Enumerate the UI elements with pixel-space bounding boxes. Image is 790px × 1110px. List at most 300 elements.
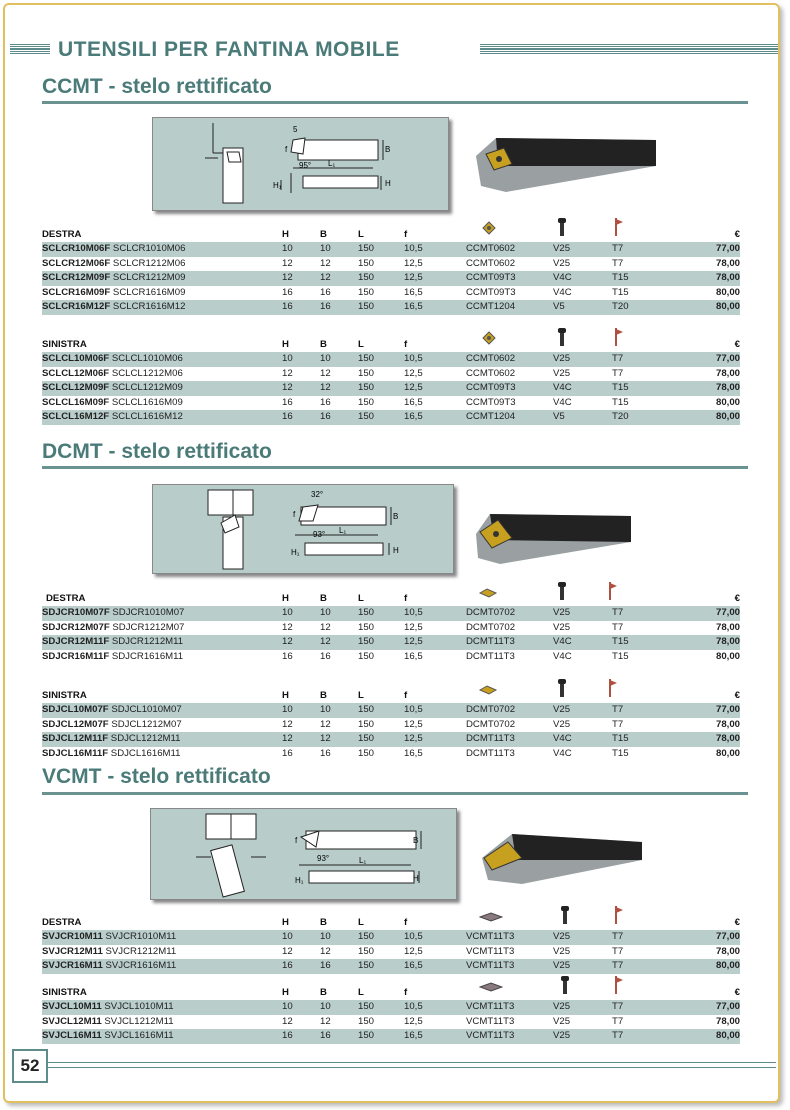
iso-reference: SCLCR1212M09 xyxy=(112,272,186,283)
table-ccmt-destra xyxy=(42,222,740,315)
cell-screw: V4C xyxy=(553,382,572,393)
cell-code xyxy=(42,636,183,647)
key-icon xyxy=(614,218,624,239)
insert-icon xyxy=(479,685,497,698)
col-b: B xyxy=(320,987,327,998)
cell-code xyxy=(42,622,184,633)
cell-code xyxy=(42,748,180,759)
screw-icon xyxy=(560,976,570,997)
cell-screw: V25 xyxy=(553,1001,571,1012)
cell-insert: DCMT11T3 xyxy=(466,650,515,662)
cell-b: 10 xyxy=(320,931,331,942)
drawing-angle-top: 5 xyxy=(293,125,298,134)
screw-icon xyxy=(557,328,567,349)
table-row xyxy=(42,1015,740,1030)
cell-code xyxy=(42,1016,174,1027)
cell-price: 80,00 xyxy=(715,747,740,759)
cell-l: 150 xyxy=(358,1001,375,1012)
cell-code xyxy=(42,258,185,269)
cell-h: 12 xyxy=(282,272,293,283)
cell-insert: VCMT11T3 xyxy=(466,1015,515,1027)
cell-b: 10 xyxy=(320,243,331,254)
cell-price: 80,00 xyxy=(715,396,740,408)
cell-price: 78,00 xyxy=(715,272,740,283)
table-row xyxy=(42,300,740,315)
cell-code xyxy=(42,960,176,971)
cell-l: 150 xyxy=(358,960,375,971)
cell-price: 77,00 xyxy=(715,1001,740,1012)
col-f: f xyxy=(404,593,408,604)
cell-l: 150 xyxy=(358,411,375,422)
insert-icon xyxy=(479,982,503,995)
cell-l: 150 xyxy=(358,1015,375,1027)
cell-l: 150 xyxy=(358,650,375,662)
cell-l: 150 xyxy=(358,286,375,298)
table-row xyxy=(42,396,740,411)
cell-l: 150 xyxy=(358,718,375,730)
table-row xyxy=(42,381,740,396)
cell-code xyxy=(42,411,183,422)
cell-price: 78,00 xyxy=(715,621,740,633)
product-code: SDJCR12M11F xyxy=(42,636,110,647)
cell-price: 78,00 xyxy=(715,382,740,393)
cell-key: T15 xyxy=(612,650,629,662)
col-price: € xyxy=(734,229,740,240)
cell-key: T15 xyxy=(612,636,629,647)
cell-insert: VCMT11T3 xyxy=(466,1030,515,1041)
cell-f: 10,5 xyxy=(404,353,423,364)
cell-h: 16 xyxy=(282,411,293,422)
cell-h: 12 xyxy=(282,621,293,633)
drawing-b: B xyxy=(393,512,399,521)
table-body xyxy=(42,930,740,974)
cell-code xyxy=(42,382,183,393)
insert-icon xyxy=(479,588,497,601)
product-code: SVJCL12M11 xyxy=(42,1015,102,1027)
cell-key: T7 xyxy=(612,960,624,971)
table-side: DESTRA xyxy=(46,593,86,604)
screw-icon xyxy=(560,906,570,927)
col-f: f xyxy=(404,229,408,240)
cell-code xyxy=(42,301,185,312)
section-rule xyxy=(42,792,748,795)
footer-rule xyxy=(48,1062,776,1068)
cell-key: T7 xyxy=(612,353,624,364)
table-body xyxy=(42,242,740,315)
cell-l: 150 xyxy=(358,272,375,283)
cell-insert: CCMT1204 xyxy=(466,411,516,422)
cell-b: 16 xyxy=(320,650,331,662)
table-vcmt-sinistra xyxy=(42,980,740,1044)
cell-f: 16,5 xyxy=(404,747,423,759)
cell-insert: CCMT09T3 xyxy=(466,286,516,298)
screw-icon xyxy=(557,218,567,239)
drawing-f: f xyxy=(293,510,296,519)
insert-icon xyxy=(482,221,496,238)
drawing-length: L₁ xyxy=(328,159,336,168)
drawing-f: f xyxy=(285,145,288,154)
cell-b: 10 xyxy=(320,607,331,618)
cell-insert: CCMT0602 xyxy=(466,367,516,379)
iso-reference: SDJCL1616M11 xyxy=(110,747,181,759)
cell-l: 150 xyxy=(358,704,375,715)
iso-reference: SCLCR1212M06 xyxy=(112,257,186,269)
cell-b: 12 xyxy=(320,636,331,647)
product-code: SCLCR16M12F xyxy=(42,301,111,312)
cell-price: 78,00 xyxy=(715,367,740,379)
cell-screw: V25 xyxy=(553,1030,571,1041)
col-h: H xyxy=(282,339,289,350)
product-code: SCLCR10M06F xyxy=(42,243,111,254)
cell-insert: DCMT0702 xyxy=(466,718,516,730)
cell-f: 12,5 xyxy=(404,272,423,283)
product-code: SDJCL12M07F xyxy=(42,718,109,730)
cell-code xyxy=(42,704,182,715)
cell-code xyxy=(42,243,185,254)
table-row xyxy=(42,352,740,367)
key-icon xyxy=(608,679,618,700)
table-side: SINISTRA xyxy=(42,339,87,350)
drawing-h1: H₁ xyxy=(295,876,304,885)
col-b: B xyxy=(320,229,327,240)
iso-reference: SDJCR1212M07 xyxy=(112,621,185,633)
cell-price: 80,00 xyxy=(715,301,740,312)
cell-f: 12,5 xyxy=(404,636,423,647)
drawing-angle: 95° xyxy=(299,161,312,170)
col-f: f xyxy=(404,339,408,350)
cell-screw: V25 xyxy=(553,704,571,715)
product-code: SDJCR16M11F xyxy=(42,650,110,662)
table-ccmt-sinistra xyxy=(42,332,740,425)
cell-b: 12 xyxy=(320,733,331,744)
cell-insert: DCMT0702 xyxy=(466,621,516,633)
cell-key: T7 xyxy=(612,704,624,715)
cell-price: 77,00 xyxy=(715,704,740,715)
col-price: € xyxy=(734,917,740,928)
table-row xyxy=(42,703,740,718)
cell-b: 16 xyxy=(320,411,331,422)
product-code: SCLCR16M09F xyxy=(42,286,111,298)
cell-h: 10 xyxy=(282,243,293,254)
table-row xyxy=(42,621,740,636)
cell-code xyxy=(42,397,183,408)
cell-code xyxy=(42,368,183,379)
cell-screw: V25 xyxy=(553,257,571,269)
cell-f: 16,5 xyxy=(404,1030,423,1041)
product-code: SDJCL16M11F xyxy=(42,747,109,759)
cell-l: 150 xyxy=(358,945,375,957)
col-l: L xyxy=(358,917,364,928)
cell-price: 80,00 xyxy=(715,650,740,662)
col-l: L xyxy=(358,229,364,240)
cell-key: T7 xyxy=(612,243,624,254)
iso-reference: SCLCL1212M09 xyxy=(111,382,183,393)
cell-f: 12,5 xyxy=(404,257,423,269)
drawing-h: H xyxy=(393,546,399,555)
cell-key: T7 xyxy=(612,621,624,633)
iso-reference: SVJCL1010M11 xyxy=(104,1001,174,1012)
iso-reference: SVJCR1010M11 xyxy=(105,931,177,942)
iso-reference: SCLCL1616M12 xyxy=(111,411,183,422)
cell-key: T15 xyxy=(612,733,629,744)
table-side: SINISTRA xyxy=(42,690,87,701)
col-h: H xyxy=(282,690,289,701)
cell-h: 16 xyxy=(282,960,293,971)
table-vcmt-destra xyxy=(42,910,740,974)
cell-price: 77,00 xyxy=(715,607,740,618)
cell-price: 78,00 xyxy=(715,636,740,647)
cell-h: 16 xyxy=(282,650,293,662)
table-row xyxy=(42,1000,740,1015)
iso-reference: SVJCL1616M11 xyxy=(104,1030,174,1041)
cell-screw: V25 xyxy=(553,243,571,254)
cell-l: 150 xyxy=(358,382,375,393)
cell-key: T15 xyxy=(612,286,629,298)
key-icon xyxy=(614,976,624,997)
iso-reference: SCLCL1616M09 xyxy=(111,396,183,408)
section-rule xyxy=(42,466,748,469)
cell-f: 12,5 xyxy=(404,718,423,730)
iso-reference: SDJCR1616M11 xyxy=(111,650,184,662)
cell-code xyxy=(42,1001,174,1012)
cell-b: 12 xyxy=(320,1015,331,1027)
product-code: SVJCL10M11 xyxy=(42,1001,102,1012)
cell-screw: V4C xyxy=(553,733,572,744)
table-row xyxy=(42,286,740,301)
table-row xyxy=(42,650,740,665)
cell-l: 150 xyxy=(358,353,375,364)
page-number: 52 xyxy=(12,1049,48,1083)
cell-insert: VCMT11T3 xyxy=(466,945,515,957)
col-price: € xyxy=(734,987,740,998)
product-code: SVJCR10M11 xyxy=(42,931,103,942)
section-title-dcmt: DCMT - stelo rettificato xyxy=(42,440,272,463)
col-price: € xyxy=(734,339,740,350)
col-b: B xyxy=(320,593,327,604)
col-f: f xyxy=(404,917,408,928)
cell-f: 10,5 xyxy=(404,607,423,618)
cell-h: 12 xyxy=(282,733,293,744)
cell-key: T7 xyxy=(612,1030,624,1041)
table-body xyxy=(42,606,740,664)
cell-insert: CCMT09T3 xyxy=(466,382,516,393)
cell-b: 16 xyxy=(320,747,331,759)
cell-insert: CCMT0602 xyxy=(466,257,516,269)
table-row xyxy=(42,1029,740,1044)
cell-f: 12,5 xyxy=(404,945,423,957)
iso-reference: SDJCL1212M07 xyxy=(111,718,182,730)
cell-key: T7 xyxy=(612,945,624,957)
cell-key: T7 xyxy=(612,607,624,618)
col-l: L xyxy=(358,339,364,350)
table-body xyxy=(42,703,740,761)
cell-h: 16 xyxy=(282,1030,293,1041)
cell-key: T7 xyxy=(612,257,624,269)
table-row xyxy=(42,747,740,762)
cell-b: 16 xyxy=(320,301,331,312)
table-row xyxy=(42,367,740,382)
col-b: B xyxy=(320,339,327,350)
drawing-length: L₁ xyxy=(359,856,367,865)
cell-h: 12 xyxy=(282,945,293,957)
cell-price: 78,00 xyxy=(715,718,740,730)
product-code: SCLCL16M12F xyxy=(42,411,110,422)
cell-key: T7 xyxy=(612,718,624,730)
cell-code xyxy=(42,651,183,662)
cell-l: 150 xyxy=(358,243,375,254)
cell-screw: V25 xyxy=(553,718,571,730)
cell-screw: V25 xyxy=(553,353,571,364)
cell-f: 16,5 xyxy=(404,650,423,662)
cell-key: T15 xyxy=(612,382,629,393)
cell-screw: V4C xyxy=(553,747,572,759)
table-header xyxy=(42,332,740,352)
cell-f: 12,5 xyxy=(404,1015,423,1027)
cell-f: 16,5 xyxy=(404,411,423,422)
cell-f: 10,5 xyxy=(404,931,423,942)
cell-key: T20 xyxy=(612,301,629,312)
cell-price: 78,00 xyxy=(715,257,740,269)
table-row xyxy=(42,410,740,425)
table-header xyxy=(42,683,740,703)
cell-code xyxy=(42,287,185,298)
cell-h: 16 xyxy=(282,747,293,759)
cell-screw: V25 xyxy=(553,367,571,379)
drawing-angle: 93° xyxy=(313,530,326,539)
table-header xyxy=(42,586,740,606)
table-side: SINISTRA xyxy=(42,987,87,998)
iso-reference: SDJCR1010M07 xyxy=(112,607,185,618)
iso-reference: SDJCR1212M11 xyxy=(111,636,184,647)
cell-screw: V4C xyxy=(553,636,572,647)
cell-b: 12 xyxy=(320,718,331,730)
cell-f: 12,5 xyxy=(404,382,423,393)
cell-key: T7 xyxy=(612,1001,624,1012)
col-price: € xyxy=(734,593,740,604)
header-rule-right xyxy=(480,44,778,54)
cell-price: 77,00 xyxy=(715,353,740,364)
page-header xyxy=(10,38,778,60)
table-row xyxy=(42,930,740,945)
col-h: H xyxy=(282,593,289,604)
drawing-h1: H₁ xyxy=(291,548,300,557)
screw-icon xyxy=(557,679,567,700)
col-l: L xyxy=(358,690,364,701)
cell-h: 12 xyxy=(282,367,293,379)
cell-f: 16,5 xyxy=(404,960,423,971)
product-code: SVJCR16M11 xyxy=(42,960,103,971)
iso-reference: SCLCR1616M12 xyxy=(112,301,186,312)
cell-code xyxy=(42,719,182,730)
product-code: SCLCL12M09F xyxy=(42,382,110,393)
cell-screw: V25 xyxy=(553,945,571,957)
product-code: SDJCL12M11F xyxy=(42,733,109,744)
table-dcmt-destra xyxy=(42,586,740,664)
cell-insert: CCMT0602 xyxy=(466,243,516,254)
cell-key: T7 xyxy=(612,367,624,379)
cell-h: 12 xyxy=(282,718,293,730)
cell-screw: V25 xyxy=(553,621,571,633)
col-f: f xyxy=(404,987,408,998)
cell-b: 16 xyxy=(320,396,331,408)
cell-price: 78,00 xyxy=(715,945,740,957)
tool-photo-ccmt xyxy=(476,136,664,192)
table-row xyxy=(42,945,740,960)
cell-insert: DCMT11T3 xyxy=(466,733,515,744)
cell-key: T15 xyxy=(612,396,629,408)
product-code: SCLCL12M06F xyxy=(42,367,110,379)
cell-l: 150 xyxy=(358,396,375,408)
cell-l: 150 xyxy=(358,257,375,269)
cell-h: 12 xyxy=(282,382,293,393)
col-h: H xyxy=(282,987,289,998)
drawing-h: H xyxy=(413,874,419,883)
tool-photo-vcmt xyxy=(482,828,648,884)
cell-b: 16 xyxy=(320,1030,331,1041)
cell-price: 78,00 xyxy=(715,1015,740,1027)
drawing-b: B xyxy=(413,836,419,845)
product-code: SDJCR12M07F xyxy=(42,621,110,633)
iso-reference: SCLCL1010M06 xyxy=(111,353,183,364)
iso-reference: SCLCL1212M06 xyxy=(111,367,183,379)
cell-insert: DCMT11T3 xyxy=(466,636,515,647)
iso-reference: SCLCR1616M09 xyxy=(112,286,186,298)
col-price: € xyxy=(734,690,740,701)
insert-icon xyxy=(482,331,496,348)
product-code: SCLCR12M09F xyxy=(42,272,111,283)
cell-l: 150 xyxy=(358,607,375,618)
cell-screw: V25 xyxy=(553,931,571,942)
cell-code xyxy=(42,733,180,744)
iso-reference: SDJCL1010M07 xyxy=(111,704,182,715)
cell-h: 16 xyxy=(282,301,293,312)
iso-reference: SVJCR1212M11 xyxy=(105,945,177,957)
cell-b: 16 xyxy=(320,960,331,971)
cell-f: 16,5 xyxy=(404,301,423,312)
cell-screw: V4C xyxy=(553,396,572,408)
table-side: DESTRA xyxy=(42,917,82,928)
cell-l: 150 xyxy=(358,636,375,647)
page-title: UTENSILI PER FANTINA MOBILE xyxy=(58,38,400,61)
cell-b: 10 xyxy=(320,353,331,364)
cell-f: 10,5 xyxy=(404,243,423,254)
table-body xyxy=(42,1000,740,1044)
drawing-angle: 93° xyxy=(317,854,330,863)
table-row xyxy=(42,732,740,747)
iso-reference: SVJCR1616M11 xyxy=(105,960,177,971)
cell-h: 16 xyxy=(282,286,293,298)
cell-insert: VCMT11T3 xyxy=(466,931,515,942)
table-row xyxy=(42,635,740,650)
cell-price: 80,00 xyxy=(715,411,740,422)
cell-code xyxy=(42,607,184,618)
product-code: SCLCL10M06F xyxy=(42,353,110,364)
insert-icon xyxy=(479,912,503,925)
cell-screw: V4C xyxy=(553,272,572,283)
cell-insert: DCMT0702 xyxy=(466,607,516,618)
iso-reference: SVJCL1212M11 xyxy=(104,1015,174,1027)
cell-price: 77,00 xyxy=(715,931,740,942)
section-title-vcmt: VCMT - stelo rettificato xyxy=(42,765,271,788)
cell-code xyxy=(42,931,176,942)
cell-key: T20 xyxy=(612,411,629,422)
cell-l: 150 xyxy=(358,367,375,379)
cell-l: 150 xyxy=(358,747,375,759)
screw-icon xyxy=(557,582,567,603)
table-dcmt-sinistra xyxy=(42,683,740,761)
col-h: H xyxy=(282,229,289,240)
table-row xyxy=(42,257,740,272)
